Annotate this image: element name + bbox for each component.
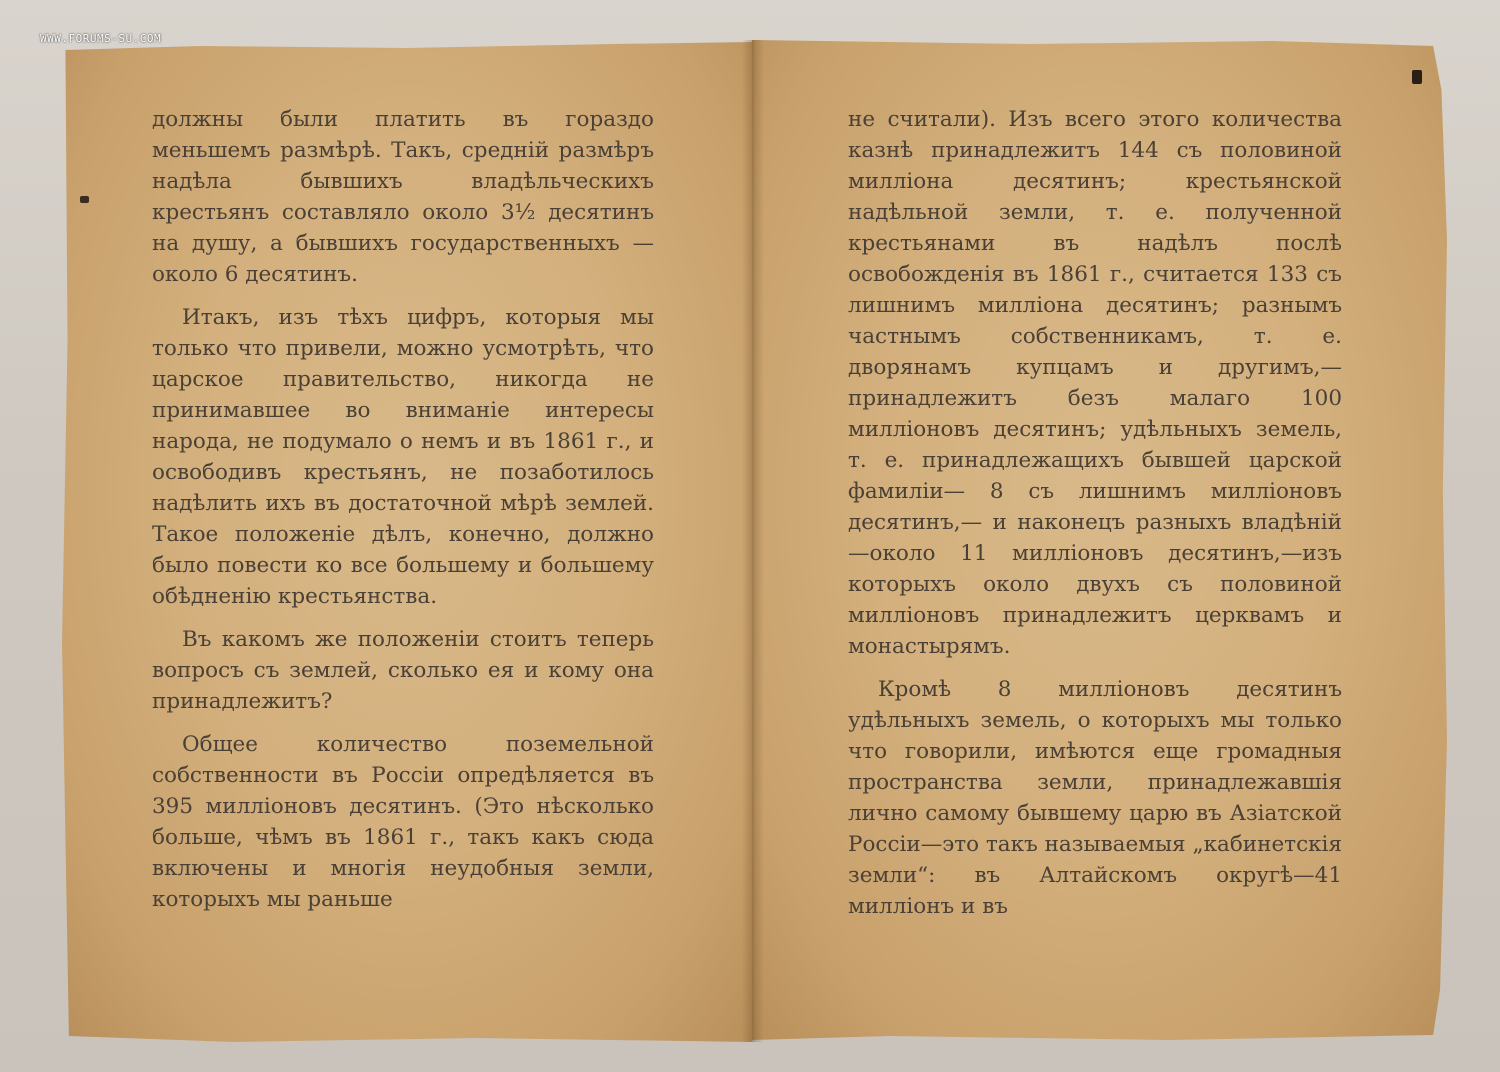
watermark-text: WWW.FORUMS-SU.COM — [40, 32, 162, 45]
paragraph: должны были платить въ гораздо меньшемъ размѣрѣ. Такъ, среднiй размѣръ надѣла бывшихъ владѣльческихъ крестьянъ составляло около 3½ десятинъ на душу, а бывшихъ государственныхъ — около 6 десятинъ. — [152, 107, 654, 287]
paragraph: Въ какомъ же положенiи стоитъ теперь вопросъ съ землей, сколько ея и кому она принадлежитъ? — [152, 627, 654, 714]
page-damage-mark — [80, 196, 89, 203]
paragraph: Кромѣ 8 миллiоновъ десятинъ удѣльныхъ земель, о которыхъ мы только что говорили, имѣются еще громадныя пространства земли, принадлежавшiя лично самому бывшему царю въ Азiатской Россiи—это такъ называемыя „кабинетскiя земли“: въ Алтайскомъ округѣ—41 миллiонъ и въ — [848, 677, 1342, 919]
page-damage-mark — [1412, 70, 1422, 84]
paragraph: Итакъ, изъ тѣхъ цифръ, которыя мы только что привели, можно усмотрѣть, что царское правительство, никогда не принимавшее во вниманiе интересы народа, не подумало о немъ и въ 1861 г., и освободивъ крестьянъ, не позаботилось надѣлить ихъ въ достаточной мѣрѣ землей. Такое положенiе дѣлъ, конечно, должно было повести ко все большему и большему обѣдненiю крестьянства. — [152, 305, 654, 609]
left-page-text — [152, 104, 654, 927]
paragraph: Общее количество поземельной собственности въ Россiи опредѣляется въ 395 миллiоновъ десятинъ. (Это нѣсколько больше, чѣмъ въ 1861 г., такъ какъ сюда включены и многiя неудобныя земли, которыхъ мы раньше — [152, 732, 654, 912]
paragraph: не считали). Изъ всего этого количества казнѣ принадлежитъ 144 съ половиной миллiона десятинъ; крестьянской надѣльной земли, т. е. полученной крестьянами въ надѣлъ послѣ освобожденiя въ 1861 г., считается 133 съ лишнимъ миллiона десятинъ; разнымъ частнымъ собственникамъ, т. е. дворянамъ купцамъ и другимъ,—принадлежитъ безъ малаго 100 миллiоновъ десятинъ; удѣльныхъ земель, т. е. принадлежащихъ бывшей царской фамилiи— 8 съ лишнимъ миллiоновъ десятинъ,— и наконецъ разныхъ владѣнiй—около 11 миллiоновъ десятинъ,—изъ которыхъ около двухъ съ половиной миллiоновъ принадлежитъ церквамъ и монастырямъ. — [848, 107, 1342, 659]
right-page-text — [848, 104, 1342, 934]
book-gutter — [742, 40, 764, 1042]
